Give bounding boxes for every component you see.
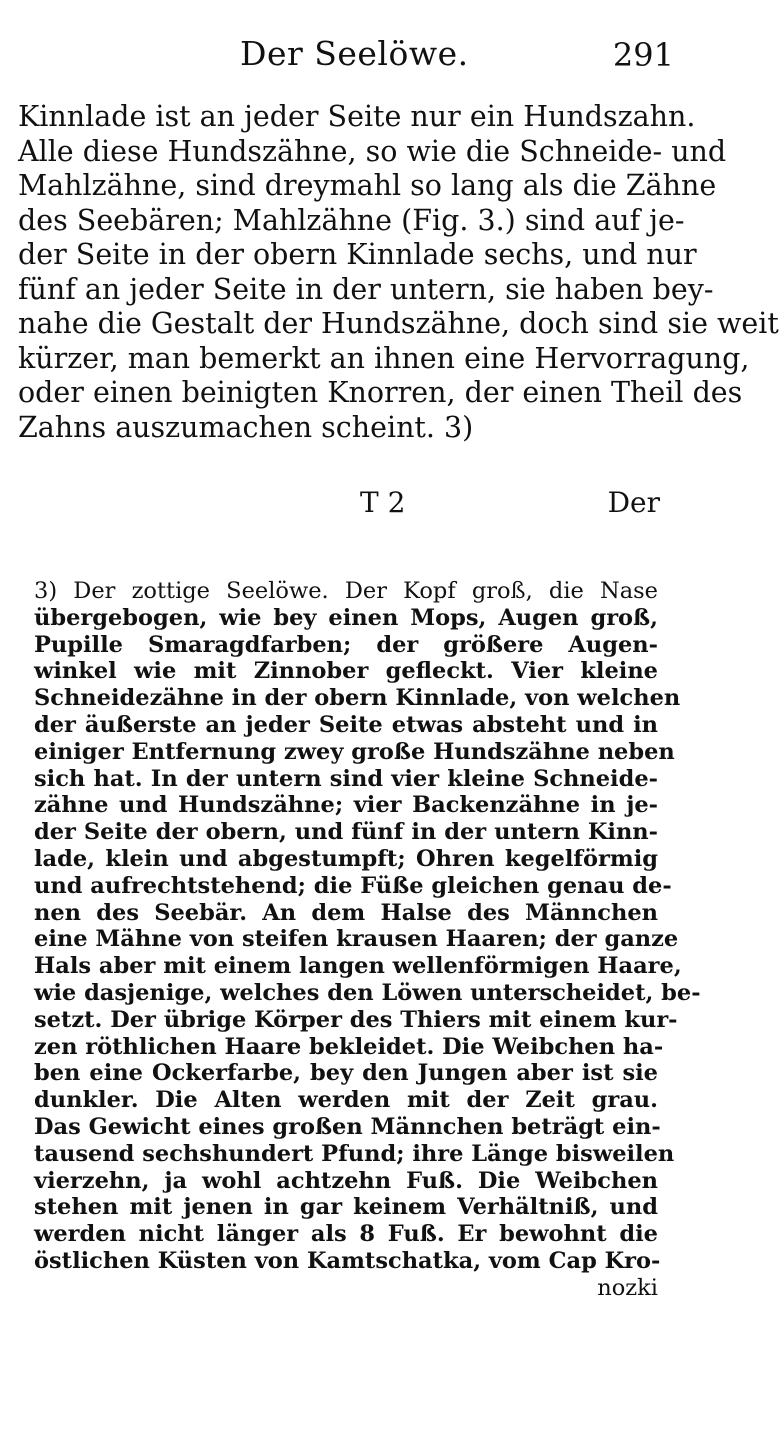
text-line: Mahlzähne, sind dreymahl so lang als die Zähne bbox=[18, 169, 717, 202]
footnote-catchword: nozki bbox=[597, 1274, 658, 1301]
footnote-line: dunkler. Die Alten werden mit der Zeit grau. bbox=[34, 1087, 658, 1114]
running-title: Der Seelöwe. bbox=[240, 34, 469, 73]
text-line: des Seebären; Mahlzähne (Fig. 3.) sind auf je- bbox=[18, 203, 685, 237]
text-line: nahe die Gestalt der Hundszähne, doch sind sie weit bbox=[18, 307, 779, 340]
footnote-line: werden nicht länger als 8 Fuß. Er bewohnt die bbox=[34, 1221, 658, 1248]
footnote-line: ben eine Ockerfarbe, bey den Jungen aber ist sie bbox=[34, 1060, 658, 1087]
footnote-line: sich hat. In der untern sind vier kleine Schneide- bbox=[34, 765, 658, 792]
footnote-line: Das Gewicht eines großen Männchen beträgt ein- bbox=[34, 1113, 661, 1140]
footnote-line: eine Mähne von steifen krausen Haaren; der ganze bbox=[34, 926, 679, 953]
running-head bbox=[0, 34, 700, 78]
footnote-line: einiger Entfernung zwey große Hundszähne neben bbox=[34, 738, 675, 765]
footnote-line: stehen mit jenen in gar keinem Verhältniß, und bbox=[34, 1194, 658, 1221]
text-line: Kinnlade ist an jeder Seite nur ein Hundszahn. bbox=[18, 100, 696, 133]
catchword: Der bbox=[607, 486, 660, 519]
footnote-line: vierzehn, ja wohl achtzehn Fuß. Die Weibchen bbox=[34, 1167, 658, 1194]
footnote-line: Schneidezähne in der obern Kinnlade, von welchen bbox=[34, 685, 681, 712]
footnote bbox=[34, 578, 701, 1302]
text-line: oder einen beinigten Knorren, der einen Theil des bbox=[18, 376, 743, 409]
footnote-line: setzt. Der übrige Körper des Thiers mit einem kur- bbox=[34, 1006, 678, 1033]
text-line: kürzer, man bemerkt an ihnen eine Hervorragung, bbox=[18, 341, 750, 375]
footnote-line: der äußerste an jeder Seite etwas absteht und in bbox=[34, 711, 658, 738]
footnote-line: zen röthlichen Haare bekleidet. Die Weibchen ha- bbox=[34, 1033, 664, 1060]
footnote-line: zähne und Hundszähne; vier Backenzähne in je- bbox=[34, 792, 658, 819]
footnote-line: winkel wie mit Zinnober gefleckt. Vier kleine bbox=[34, 658, 658, 685]
footnote-line: tausend sechshundert Pfund; ihre Länge bisweilen bbox=[34, 1140, 675, 1167]
footnote-line: der Seite der obern, und fünf in der untern Kinn- bbox=[34, 819, 658, 846]
text-line: Zahns auszumachen scheint. 3) bbox=[18, 410, 474, 444]
footnote-line: östlichen Küsten von Kamtschatka, vom Cap Kro- bbox=[34, 1247, 661, 1274]
footnote-line: 3) Der zottige Seelöwe. Der Kopf groß, die Nase bbox=[34, 578, 658, 604]
page-number: 291 bbox=[612, 36, 674, 74]
footnote-line: lade, klein und abgestumpft; Ohren kegelförmig bbox=[34, 845, 658, 872]
text-line: Alle diese Hundszähne, so wie die Schneide- und bbox=[18, 134, 727, 168]
text-line: der Seite in der obern Kinnlade sechs, und nur bbox=[18, 238, 697, 271]
footnote-line: wie dasjenige, welches den Löwen unterscheidet, be- bbox=[34, 979, 701, 1006]
footnote-line: nen des Seebär. An dem Halse des Männchen bbox=[34, 899, 658, 926]
footnote-line: Hals aber mit einem langen wellenförmigen Haare, bbox=[34, 953, 682, 980]
footnote-line: übergebogen, wie bey einen Mops, Augen groß, bbox=[34, 604, 658, 631]
footnote-line: Pupille Smaragdfarben; der größere Augen- bbox=[34, 631, 658, 658]
signature-mark: T 2 bbox=[360, 486, 406, 519]
text-line: fünf an jeder Seite in der untern, sie haben bey- bbox=[18, 272, 714, 306]
signature-row bbox=[0, 486, 700, 526]
footnote-line: und aufrechtstehend; die Füße gleichen genau de- bbox=[34, 872, 672, 899]
main-text bbox=[18, 100, 779, 445]
